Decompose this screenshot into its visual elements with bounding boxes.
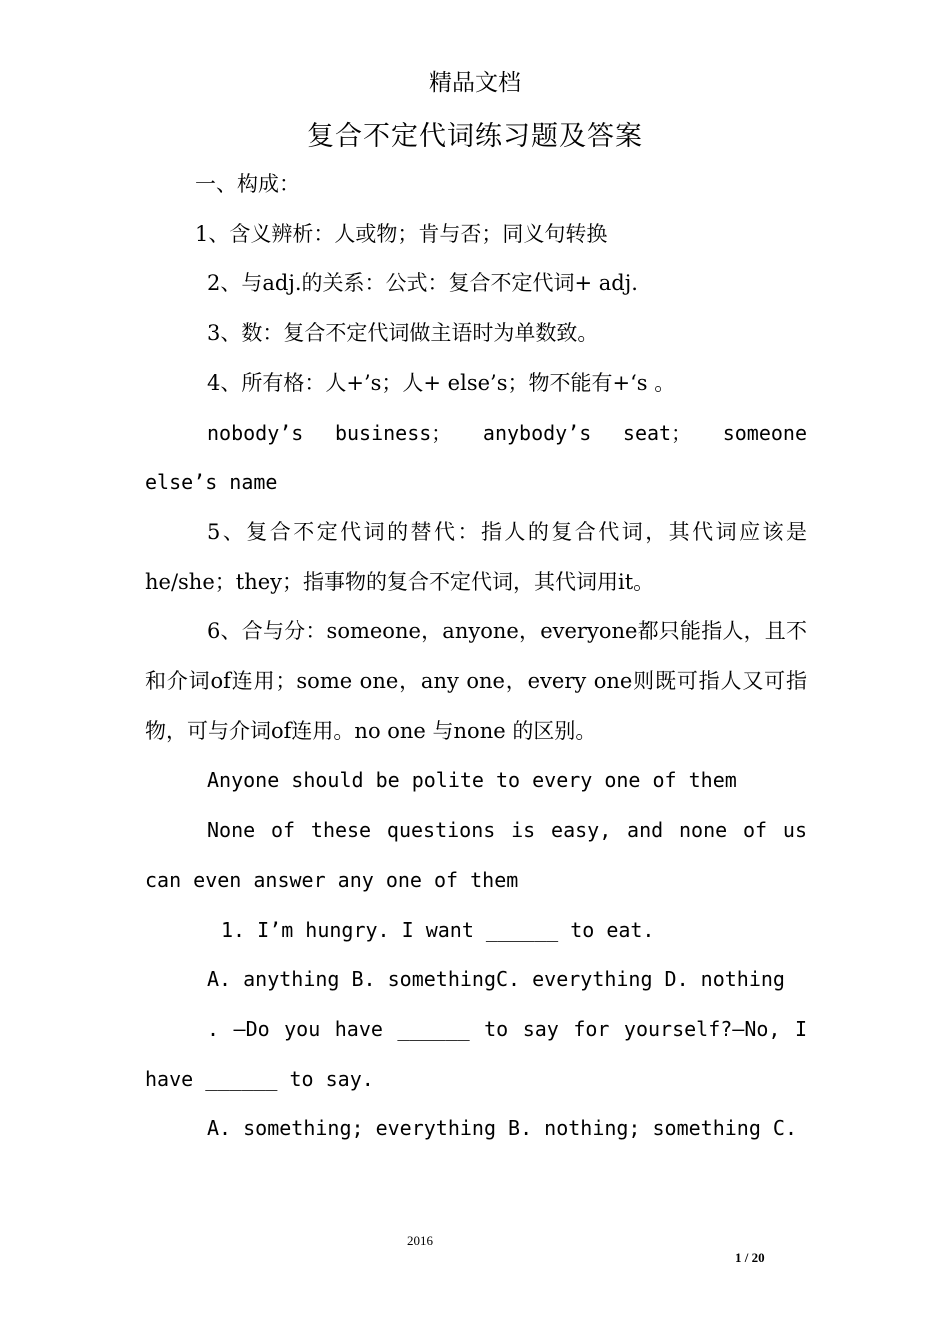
page-header: 精品文档 (429, 70, 521, 96)
answer-options: A. anything B. somethingC. everything D. nothing (207, 967, 785, 992)
example-sentence: nobody’s business； anybody’s seat； someone else’s name (145, 420, 807, 495)
question-stem: 1. I’m hungry. I want ______ to eat. (221, 917, 655, 942)
question-stem: . —Do you have ______ to say for yourself?—No, I have ______ to say. (145, 1016, 807, 1091)
body-paragraph: 5、复合不定代词的替代：指人的复合代词，其代词应该是he/she；they；指事物的复合不定代词，其代词用it。 (145, 519, 807, 594)
body-paragraph: 1、含义辨析：人或物；肯与否；同义句转换 (195, 221, 608, 246)
body-paragraph: 6、合与分：someone，anyone，everyone都只能指人，且不和介词of连用；some one，any one，every one则既可指人又可指物，可与介词of连用。no one 与none 的区别。 (145, 619, 807, 743)
section-heading: 一、构成： (195, 172, 300, 196)
example-sentence: None of these questions is easy, and none of us can even answer any one of them (145, 818, 807, 892)
page-number: 1 / 20 (735, 1250, 765, 1265)
example-sentence: Anyone should be polite to every one of them (207, 768, 737, 793)
body-paragraph: 4、所有格：人+’s；人+ else’s；物不能有+‘s 。 (207, 370, 676, 395)
body-paragraph: 3、数：复合不定代词做主语时为单数致。 (207, 321, 599, 346)
document-body (145, 160, 807, 1154)
body-paragraph: 2、与adj.的关系：公式：复合不定代词+ adj. (207, 271, 638, 296)
document-title: 复合不定代词练习题及答案 (307, 121, 643, 152)
footer-year: 2016 (407, 1233, 433, 1248)
answer-options: A. something; everything B. nothing; something C. (207, 1116, 798, 1141)
